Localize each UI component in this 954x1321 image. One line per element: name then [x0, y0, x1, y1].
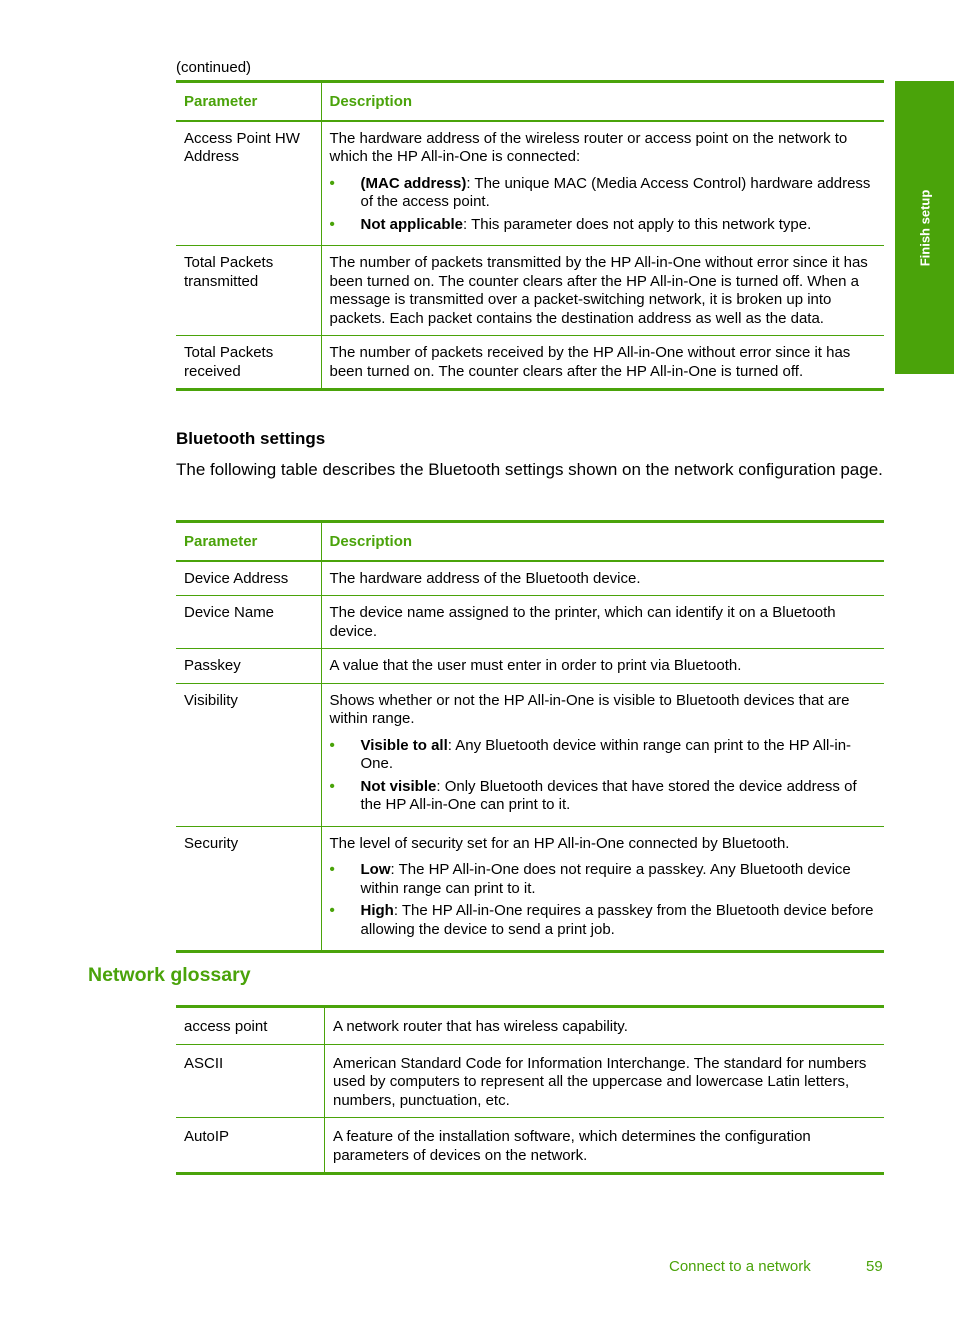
glossary-definition: A network router that has wireless capability.: [333, 1018, 628, 1035]
bullet-list: [330, 861, 877, 939]
header-description: Description: [321, 522, 884, 561]
footer-section-title: Connect to a network: [669, 1258, 811, 1275]
bullet-text: : The unique MAC (Media Access Control) hardware address of the access point.: [360, 174, 871, 210]
table-row: [176, 1044, 884, 1118]
table-header-row: [176, 82, 884, 121]
list-item: [330, 216, 877, 235]
bullet-term: (MAC address): [360, 174, 467, 192]
desc-cell: A value that the user must enter in order to print via Bluetooth.: [329, 657, 742, 674]
table-header-row: [176, 522, 884, 561]
header-description: Description: [321, 82, 884, 121]
glossary-term: AutoIP: [176, 1118, 325, 1174]
param-cell: Device Name: [176, 596, 321, 649]
bullet-icon: •: [329, 902, 335, 919]
table-row: [176, 246, 884, 336]
table-row: [176, 121, 884, 246]
bullet-text: : Any Bluetooth device within range can print to the HP All-in-One.: [360, 736, 852, 772]
param-cell: Device Address: [176, 561, 321, 596]
glossary-definition: A feature of the installation software, which determines the configuration parameters of devices on the network.: [333, 1128, 811, 1164]
param-cell: Security: [176, 826, 321, 952]
table-row: [176, 649, 884, 684]
bullet-icon: •: [329, 174, 335, 192]
bullet-list: [330, 175, 877, 235]
param-cell: Total Packets received: [176, 336, 321, 390]
bluetooth-heading: Bluetooth settings: [176, 429, 326, 448]
desc-cell: The hardware address of the Bluetooth device.: [329, 569, 641, 587]
footer-page-number: 59: [866, 1258, 883, 1275]
list-item: [330, 902, 877, 939]
bullet-term: Not applicable: [360, 215, 464, 233]
desc-text: Shows whether or not the HP All-in-One is visible to Bluetooth devices that are within range.: [329, 691, 850, 727]
table-row: [176, 336, 884, 390]
list-item: [330, 737, 877, 774]
desc-cell: [321, 826, 884, 952]
param-cell: Access Point HW Address: [176, 121, 321, 246]
side-tab-label: Finish setup: [917, 189, 932, 266]
bullet-text: : Only Bluetooth devices that have stored the device address of the HP All-in-One can print to it.: [360, 777, 857, 813]
table-row: [176, 826, 884, 952]
param-cell: Visibility: [176, 683, 321, 826]
bullet-list: [330, 737, 877, 815]
bullet-term: High: [360, 902, 394, 919]
desc-cell: The number of packets transmitted by the HP All-in-One without error since it has been turned on. The counter clears after the HP All-in-One is turned off. When a message is transmitted over a packet-switching network, it is broken up into packets. Each packet contains the destination address as well as the data.: [329, 254, 868, 327]
desc-text: The level of security set for an HP All-in-One connected by Bluetooth.: [329, 834, 790, 852]
table-row: [176, 683, 884, 826]
glossary-term: ASCII: [176, 1044, 325, 1118]
bullet-text: : The HP All-in-One does not require a passkey. Any Bluetooth device within range can print to it.: [360, 861, 851, 897]
param-cell: Passkey: [176, 649, 321, 684]
bullet-term: Visible to all: [360, 736, 448, 754]
bullet-text: : The HP All-in-One requires a passkey from the Bluetooth device before allowing the device to send a print job.: [360, 902, 874, 938]
desc-cell: [321, 121, 884, 246]
bullet-icon: •: [329, 861, 335, 878]
desc-cell: [321, 683, 884, 826]
bluetooth-intro: The following table describes the Bluetooth settings shown on the network configuration page.: [176, 460, 883, 479]
table-row: [176, 596, 884, 649]
glossary-definition: American Standard Code for Information Interchange. The standard for numbers used by computers to represent all the uppercase and lowercase Latin letters, numbers, punctuation, etc.: [333, 1054, 867, 1109]
glossary-term: access point: [176, 1007, 325, 1045]
table-row: [176, 561, 884, 596]
bullet-term: Low: [360, 861, 391, 878]
network-parameters-table: [176, 80, 884, 391]
chapter-side-tab: [895, 81, 954, 374]
table-row: [176, 1007, 884, 1045]
bullet-icon: •: [329, 777, 335, 795]
list-item: [330, 861, 877, 898]
header-parameter: Parameter: [176, 522, 321, 561]
bullet-term: Not visible: [360, 777, 437, 795]
header-parameter: Parameter: [176, 82, 321, 121]
bullet-icon: •: [329, 736, 335, 754]
desc-text: The hardware address of the wireless router or access point on the network to which the HP All-in-One is connected:: [329, 129, 848, 165]
table-row: [176, 1118, 884, 1174]
desc-cell: The device name assigned to the printer, which can identify it on a Bluetooth device.: [329, 604, 836, 640]
param-cell: Total Packets transmitted: [176, 246, 321, 336]
bullet-text: : This parameter does not apply to this network type.: [463, 215, 812, 233]
bullet-icon: •: [329, 215, 335, 233]
continued-label: (continued): [176, 59, 252, 76]
glossary-table: [176, 1005, 884, 1175]
bluetooth-settings-table: [176, 520, 884, 953]
glossary-heading: Network glossary: [88, 964, 251, 986]
list-item: [330, 175, 877, 212]
list-item: [330, 778, 877, 815]
desc-cell: The number of packets received by the HP All-in-One without error since it has been turned on. The counter clears after the HP All-in-One is turned off.: [329, 344, 851, 380]
